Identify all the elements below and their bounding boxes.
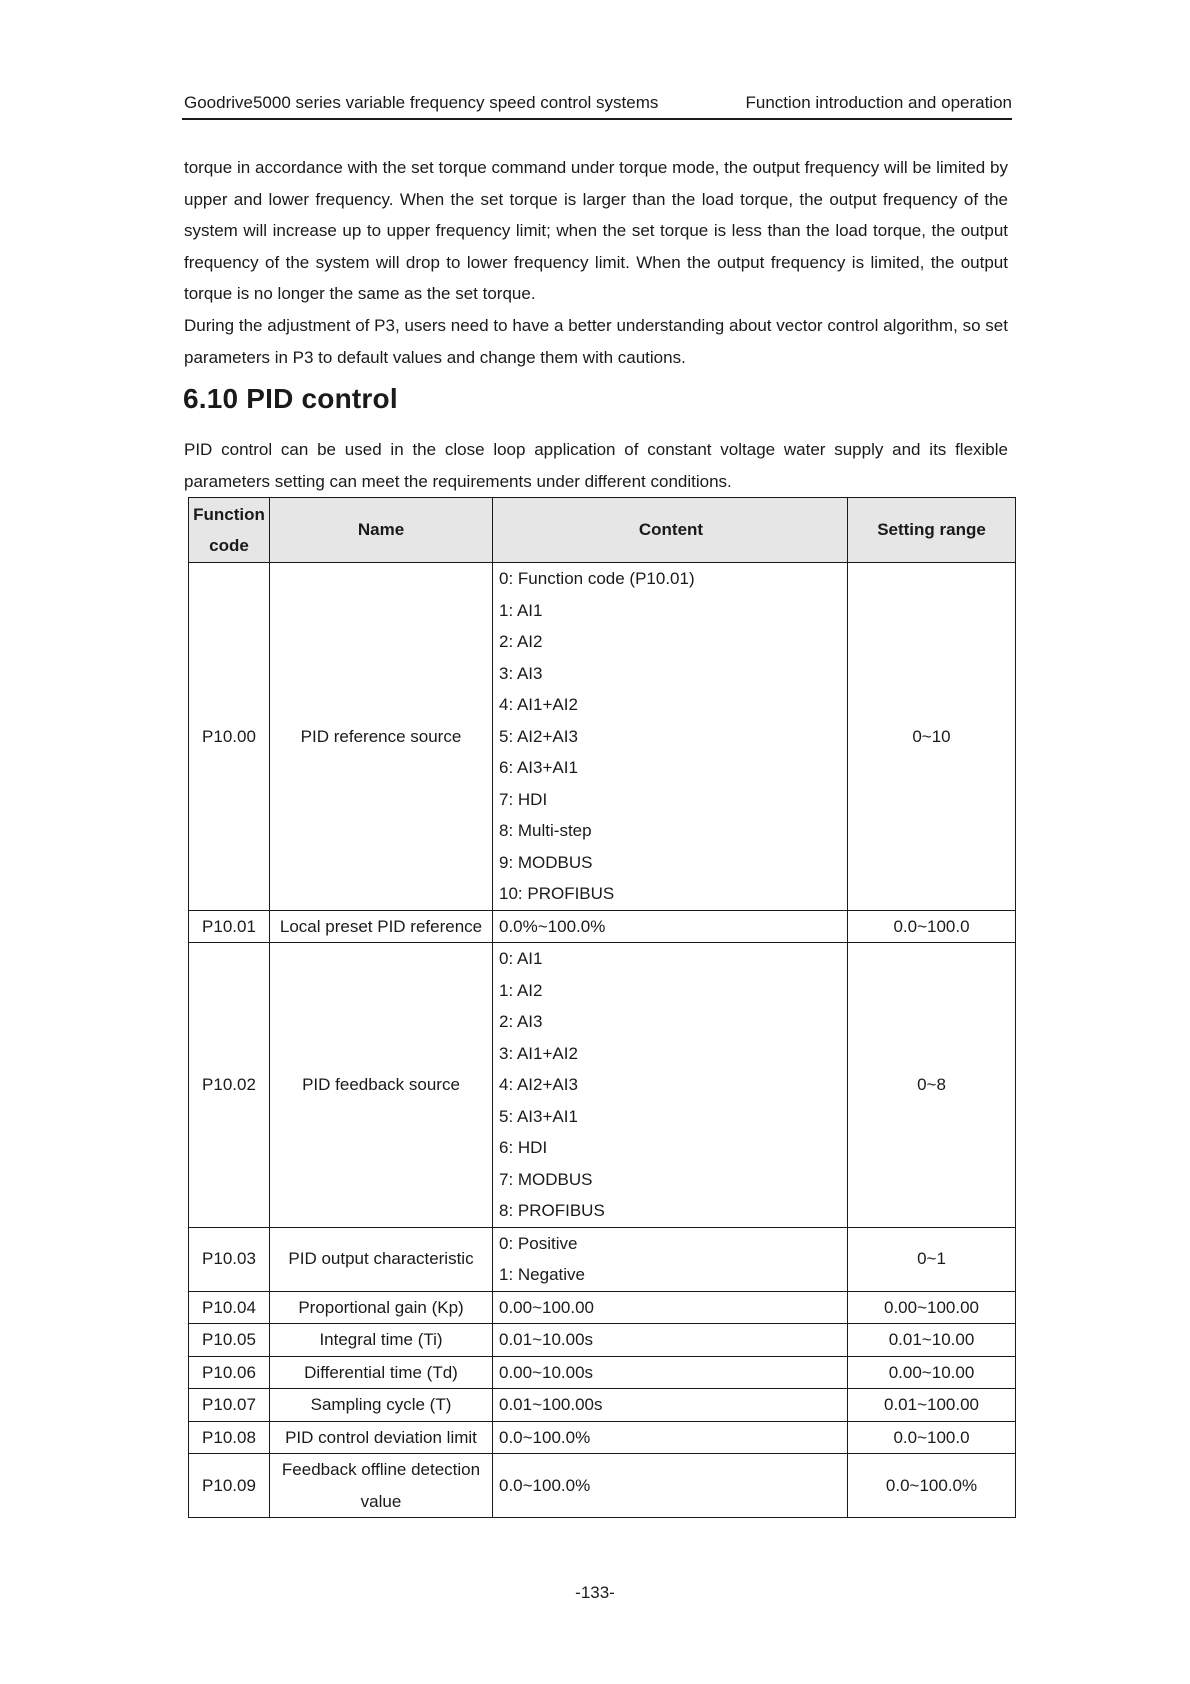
cell-content: [493, 563, 848, 911]
cell-content: [493, 943, 848, 1228]
cell-name: Proportional gain (Kp): [270, 1291, 493, 1324]
cell-content: [493, 1291, 848, 1324]
cell-content: [493, 1454, 848, 1518]
cell-function-code: P10.04: [189, 1291, 270, 1324]
section-title: 6.10 PID control: [183, 383, 398, 414]
cell-setting-range: 0.0~100.0: [848, 910, 1016, 943]
header-chapter-title: Function introduction and operation: [745, 93, 1012, 112]
body-paragraph-p3-adjustment: During the adjustment of P3, users need to have a better understanding about vector control algorithm, so set parameters in P3 to default values and change them with cautions.: [184, 316, 1008, 367]
content-option: 3: AI1+AI2: [499, 1043, 578, 1063]
cell-function-code: P10.00: [189, 563, 270, 911]
header-content: Content: [493, 498, 848, 563]
content-option: 8: PROFIBUS: [499, 1201, 605, 1220]
cell-setting-range: 0.00~10.00: [848, 1356, 1016, 1389]
page-header: [182, 92, 1012, 120]
cell-name: PID feedback source: [270, 943, 493, 1228]
cell-name: Local preset PID reference: [270, 910, 493, 943]
cell-function-code: P10.03: [189, 1227, 270, 1291]
cell-name: Differential time (Td): [270, 1356, 493, 1389]
table-row: [189, 1389, 1016, 1422]
cell-name: Sampling cycle (T): [270, 1389, 493, 1422]
table-row: [189, 1454, 1016, 1518]
header-setting-range: Setting range: [848, 498, 1016, 563]
cell-content: [493, 910, 848, 943]
body-paragraph-torque: torque in accordance with the set torque command under torque mode, the output frequency will be limited by upper and lower frequency. When the set torque is larger than the load torque, the output frequency of the system will increase up to upper frequency limit; when the set torque is less than the load torque, the output frequency of the system will drop to lower frequency limit. When the output frequency is limited, the output torque is no longer the same as the set torque.: [184, 158, 1008, 303]
table-row: [189, 1421, 1016, 1454]
content-option: 2: AI2: [499, 632, 543, 651]
cell-name: Integral time (Ti): [270, 1324, 493, 1357]
table-header-row: [189, 498, 1016, 563]
cell-name: Feedback offline detection value: [270, 1454, 493, 1518]
table-row: [189, 1291, 1016, 1324]
header-function-code: Function code: [189, 498, 270, 563]
cell-setting-range: 0.01~100.00: [848, 1389, 1016, 1422]
content-option: 7: HDI: [499, 789, 548, 809]
cell-setting-range: 0.0~100.0: [848, 1421, 1016, 1454]
content-option: 6: AI3+AI1: [499, 758, 578, 777]
table-row: [189, 943, 1016, 1228]
content-option: 2: AI3: [499, 1012, 543, 1031]
content-option: 0.00~100.00: [499, 1297, 595, 1317]
table-row: [189, 1324, 1016, 1357]
cell-content: [493, 1356, 848, 1389]
cell-name: PID control deviation limit: [270, 1421, 493, 1454]
cell-function-code: P10.08: [189, 1421, 270, 1454]
content-option: 0.01~10.00s: [499, 1330, 594, 1349]
content-option: 7: MODBUS: [499, 1169, 593, 1189]
content-option: 0: Positive: [499, 1233, 578, 1253]
cell-name: PID output characteristic: [270, 1227, 493, 1291]
cell-content: [493, 1324, 848, 1357]
content-option: 6: HDI: [499, 1138, 548, 1157]
cell-setting-range: 0.0~100.0%: [848, 1454, 1016, 1518]
content-option: 3: AI3: [499, 663, 543, 683]
body-paragraph-pid-intro: PID control can be used in the close loop application of constant voltage water supply and its flexible parameters setting can meet the requirements under different conditions.: [184, 440, 1008, 491]
cell-function-code: P10.02: [189, 943, 270, 1228]
cell-setting-range: 0.01~10.00: [848, 1324, 1016, 1357]
content-option: 0.0~100.0%: [499, 1427, 591, 1447]
cell-function-code: P10.09: [189, 1454, 270, 1518]
content-option: 4: AI1+AI2: [499, 695, 578, 714]
content-option: 0: AI1: [499, 949, 543, 968]
cell-content: [493, 1421, 848, 1454]
page-number: -133-: [575, 1583, 615, 1602]
parameter-table: [188, 497, 1016, 1518]
content-option: 0.01~100.00s: [499, 1395, 603, 1414]
content-option: 9: MODBUS: [499, 852, 593, 872]
header-document-title: Goodrive5000 series variable frequency speed control systems: [184, 93, 659, 112]
cell-setting-range: 0~10: [848, 563, 1016, 911]
cell-function-code: P10.01: [189, 910, 270, 943]
content-option: 10: PROFIBUS: [499, 884, 615, 903]
cell-function-code: P10.05: [189, 1324, 270, 1357]
cell-setting-range: 0~1: [848, 1227, 1016, 1291]
cell-function-code: P10.06: [189, 1356, 270, 1389]
cell-content: [493, 1389, 848, 1422]
content-option: 1: Negative: [499, 1265, 585, 1284]
table-body: [189, 563, 1016, 1518]
cell-setting-range: 0.00~100.00: [848, 1291, 1016, 1324]
header-name: Name: [270, 498, 493, 563]
cell-content: [493, 1227, 848, 1291]
content-option: 1: AI2: [499, 980, 543, 1000]
cell-function-code: P10.07: [189, 1389, 270, 1422]
content-option: 4: AI2+AI3: [499, 1075, 578, 1094]
cell-setting-range: 0~8: [848, 943, 1016, 1228]
cell-name: PID reference source: [270, 563, 493, 911]
content-option: 0: Function code (P10.01): [499, 569, 695, 588]
table-row: [189, 910, 1016, 943]
content-option: 1: AI1: [499, 600, 543, 620]
content-option: 0.0%~100.0%: [499, 916, 606, 936]
content-option: 0.0~100.0%: [499, 1475, 591, 1495]
table-row: [189, 1356, 1016, 1389]
content-option: 8: Multi-step: [499, 821, 592, 840]
table-row: [189, 1227, 1016, 1291]
content-option: 5: AI2+AI3: [499, 726, 578, 746]
content-option: 5: AI3+AI1: [499, 1106, 578, 1126]
content-option: 0.00~10.00s: [499, 1362, 594, 1382]
table-row: [189, 563, 1016, 911]
